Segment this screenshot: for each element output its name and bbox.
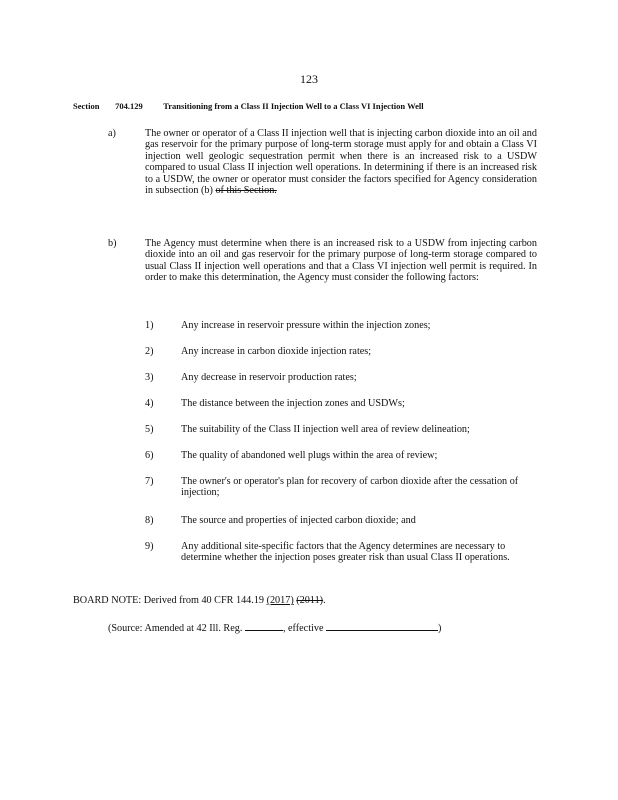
factor-text: Any increase in carbon dioxide injection rates; xyxy=(181,346,372,357)
board-note xyxy=(73,595,533,607)
paragraph-a xyxy=(108,128,538,228)
factor-marker: 7) xyxy=(145,476,154,487)
section-number: 704.129 xyxy=(115,101,143,111)
factor-text: The quality of abandoned well plugs within the area of review; xyxy=(181,450,438,461)
added-text: (2017) xyxy=(266,595,294,606)
factor-marker: 4) xyxy=(145,398,154,409)
factor-marker: 1) xyxy=(145,320,154,331)
board-note-text: BOARD NOTE: Derived from 40 CFR 144.19 xyxy=(73,595,265,606)
factor-marker: 9) xyxy=(145,541,154,552)
paragraph-text xyxy=(145,128,537,196)
source-suffix: ) xyxy=(438,623,442,634)
register-blank xyxy=(245,621,283,631)
section-header xyxy=(73,101,523,111)
paragraph-marker: b) xyxy=(108,238,117,249)
factor-text: Any decrease in reservoir production rates; xyxy=(181,372,357,383)
section-label: Section xyxy=(73,101,100,111)
factor-text: Any increase in reservoir pressure within the injection zones; xyxy=(181,320,431,331)
factor-marker: 2) xyxy=(145,346,154,357)
factor-text: The owner's or operator's plan for recovery of carbon dioxide after the cessation of injection; xyxy=(181,476,519,499)
factor-text: The suitability of the Class II injection well area of review delineation; xyxy=(181,424,470,435)
section-title: Transitioning from a Class II Injection Well to a Class VI Injection Well xyxy=(163,101,424,111)
factor-marker: 3) xyxy=(145,372,154,383)
source-middle: , effective xyxy=(282,623,324,634)
factor-text: The source and properties of injected carbon dioxide; and xyxy=(181,515,416,526)
board-note-suffix: . xyxy=(323,595,326,606)
paragraph-marker: a) xyxy=(108,128,116,139)
paragraph-text: The Agency must determine when there is an increased risk to a USDW from injecting carbon dioxide into an oil and gas reservoir for the primary purpose of long-term storage compared to usual Class II injection well operations and that a Class VI injection well permit is required. In order to make this determination, the Agency must consider the following factors: xyxy=(145,238,537,284)
factor-marker: 8) xyxy=(145,515,154,526)
struck-text: of this Section. xyxy=(215,185,277,197)
paragraph-b xyxy=(108,238,538,318)
effective-date-blank xyxy=(326,621,438,631)
factor-marker: 6) xyxy=(145,450,154,461)
source-note xyxy=(108,621,538,635)
source-prefix: (Source: Amended at 42 Ill. Reg. xyxy=(108,623,243,634)
factor-text: Any additional site-specific factors that the Agency determines are necessary to determine whether the injection poses greater risk than usual Class II operations. xyxy=(181,541,510,564)
factor-marker: 5) xyxy=(145,424,154,435)
struck-text: (2011) xyxy=(296,595,324,606)
factor-text: The distance between the injection zones and USDWs; xyxy=(181,398,405,409)
paragraph-body: The owner or operator of a Class II injection well that is injecting carbon dioxide into an oil and gas reservoir for the primary purpose of long-term storage must apply for and obtain a Class VI injection well geologic sequestration permit when there is an increased risk to a USDW compared to usual Class II injection well operations. In determining if there is an increased risk to a USDW, the owner or operator must consider the factors specified for Agency consideration in subsection (b) xyxy=(145,128,537,197)
page-number: 123 xyxy=(300,72,318,86)
